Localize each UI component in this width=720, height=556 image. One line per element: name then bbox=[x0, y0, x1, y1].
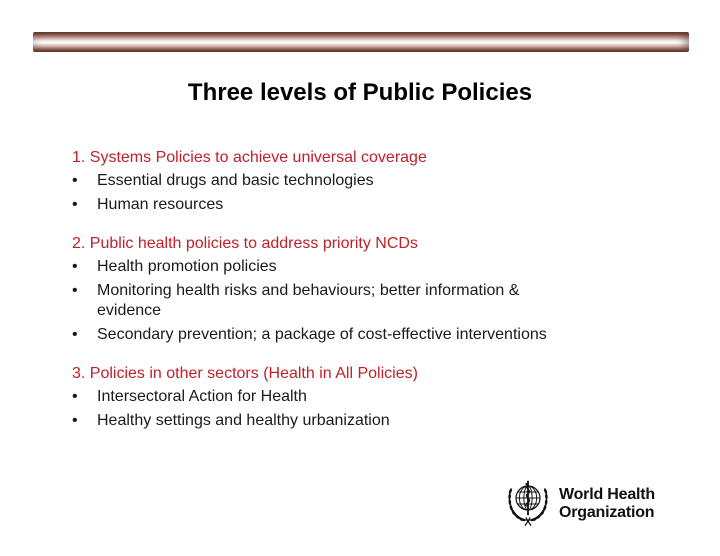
bullet-text: Essential drugs and basic technologies bbox=[97, 172, 374, 189]
bullet-icon: • bbox=[72, 412, 78, 429]
bullet-text: Healthy settings and healthy urbanization bbox=[97, 412, 390, 429]
section-other-sectors-policies bbox=[72, 364, 662, 431]
section-systems-policies bbox=[72, 148, 662, 215]
bullet-icon: • bbox=[72, 388, 78, 405]
slide-body bbox=[72, 148, 662, 450]
slide-title: Three levels of Public Policies bbox=[187, 79, 533, 106]
who-logo bbox=[504, 476, 655, 532]
bullet-text: Health promotion policies bbox=[97, 258, 277, 275]
bullet-item bbox=[72, 387, 662, 407]
bullet-item bbox=[72, 411, 662, 431]
bullet-item bbox=[72, 195, 662, 215]
bullet-icon: • bbox=[72, 172, 78, 189]
who-wordmark-line1: World Health bbox=[559, 486, 655, 503]
bullet-text: Intersectoral Action for Health bbox=[97, 388, 307, 405]
who-wordmark bbox=[559, 486, 655, 522]
section-heading: 3. Policies in other sectors (Health in All Policies) bbox=[72, 365, 418, 382]
bullet-icon: • bbox=[72, 258, 78, 275]
bullet-item bbox=[72, 325, 662, 345]
bullet-icon: • bbox=[72, 326, 78, 343]
bullet-icon: • bbox=[72, 282, 78, 299]
section-heading: 1. Systems Policies to achieve universal coverage bbox=[72, 149, 427, 166]
bullet-icon: • bbox=[72, 196, 78, 213]
section-public-health-policies bbox=[72, 234, 662, 345]
bullet-item bbox=[72, 171, 662, 191]
who-wordmark-line2: Organization bbox=[559, 504, 655, 521]
bullet-item bbox=[72, 257, 662, 277]
bullet-text: Secondary prevention; a package of cost-effective interventions bbox=[97, 326, 547, 343]
bullet-text: Monitoring health risks and behaviours; better information & bbox=[97, 282, 520, 299]
bullet-text-wrapped-line: evidence bbox=[97, 302, 162, 319]
bullet-text: Human resources bbox=[97, 196, 224, 213]
section-heading: 2. Public health policies to address priority NCDs bbox=[72, 235, 418, 252]
decorative-divider-bar bbox=[33, 32, 689, 52]
bullet-item bbox=[72, 281, 662, 321]
who-emblem-icon bbox=[504, 476, 552, 532]
